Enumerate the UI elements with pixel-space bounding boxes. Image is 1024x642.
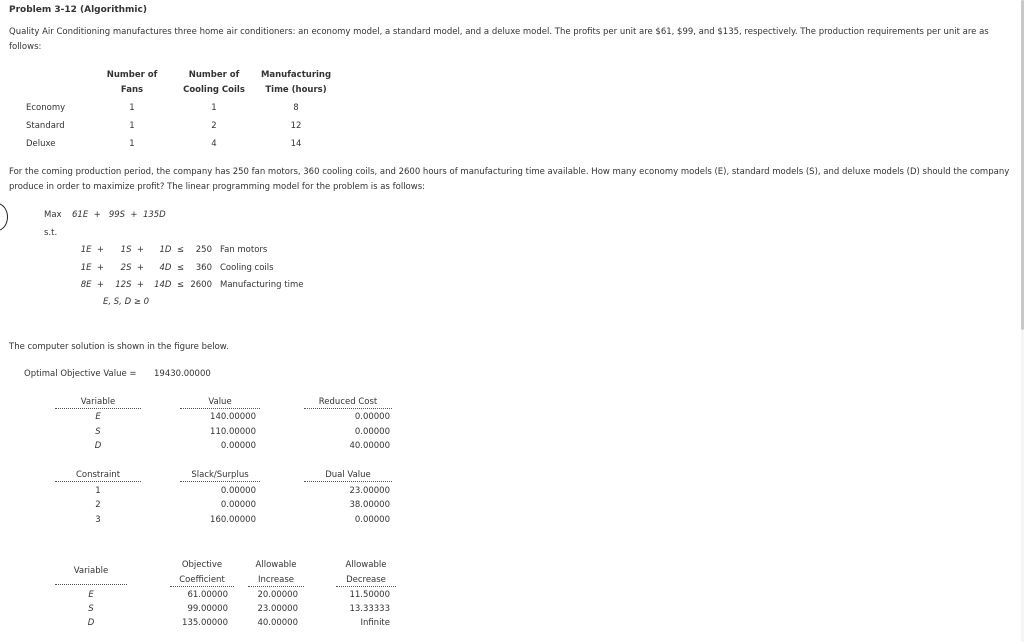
constraint-header: Constraint xyxy=(55,470,141,482)
allow-dec-header: Allowable Decrease xyxy=(336,560,396,587)
constraint-term: 4D ≤ xyxy=(159,263,184,273)
left-bracket-mark xyxy=(0,203,8,231)
table-cell: E xyxy=(88,590,94,600)
intro-text-cont: follows: xyxy=(9,42,42,52)
row-label-economy: Economy xyxy=(26,103,66,113)
table-cell: 20.00000 xyxy=(257,590,298,600)
nonnegativity: E, S, D ≥ 0 xyxy=(103,297,150,307)
constraint-rhs: 2600 xyxy=(190,280,212,290)
table-cell: 1 xyxy=(211,103,217,113)
problem-text-cont: produce in order to maximize profit? The linear programming model for the problem is as follows: xyxy=(9,182,426,192)
table-cell: D xyxy=(87,618,95,628)
table-cell: 0.00000 xyxy=(220,486,256,496)
table-cell: 14 xyxy=(290,139,302,149)
slack-header: Slack/Surplus xyxy=(180,470,260,482)
table-cell: 2 xyxy=(95,500,101,510)
constraint-rhs: 360 xyxy=(195,263,212,273)
value-header: Value xyxy=(180,397,260,409)
table-cell: 99.00000 xyxy=(187,604,228,614)
table-cell: 2 xyxy=(211,121,217,131)
allow-inc-header: Allowable Increase xyxy=(248,560,304,587)
solution-intro: The computer solution is shown in the figure below. xyxy=(9,342,229,352)
constraint-term: 1D ≤ xyxy=(159,245,184,255)
obj-coef-header: Objective Coefficient xyxy=(170,560,234,587)
row-label-standard: Standard xyxy=(26,121,65,131)
col-header-time: Manufacturing Time (hours) xyxy=(260,70,332,95)
optimal-value: 19430.00000 xyxy=(154,369,211,379)
constraint-term: 1E + xyxy=(80,263,104,273)
table-cell: 1 xyxy=(129,103,135,113)
st-label: s.t. xyxy=(44,228,58,238)
constraint-rhs: 250 xyxy=(195,245,212,255)
table-cell: 0.00000 xyxy=(220,500,256,510)
table-cell: 0.00000 xyxy=(354,427,390,437)
table-cell: 8 xyxy=(293,103,299,113)
table-cell: S xyxy=(95,427,101,437)
table-cell: 40.00000 xyxy=(349,441,390,451)
table-cell: 0.00000 xyxy=(354,515,390,525)
optimal-label: Optimal Objective Value = xyxy=(24,369,137,379)
table-cell: 110.00000 xyxy=(210,427,256,437)
constraint-term: 12S + xyxy=(115,280,144,290)
constraint-term: 1E + xyxy=(80,245,104,255)
table-cell: 40.00000 xyxy=(257,618,298,628)
table-cell: S xyxy=(88,604,94,614)
var-header: Variable xyxy=(55,397,141,409)
constraint-term: 1S + xyxy=(120,245,144,255)
constraint-desc: Manufacturing time xyxy=(220,280,304,290)
table-cell: 61.00000 xyxy=(187,590,228,600)
table-cell: 1 xyxy=(129,121,135,131)
problem-text: For the coming production period, the company has 250 fan motors, 360 cooling coils, and 2600 hours of manufacturing time available. How many economy models (E), standard models (S), and deluxe models (D) should the company xyxy=(9,167,1010,177)
table-cell: 0.00000 xyxy=(220,441,256,451)
problem-title: Problem 3-12 (Algorithmic) xyxy=(9,5,147,15)
table-cell: E xyxy=(95,412,101,422)
table-cell: Infinite xyxy=(360,618,390,628)
dual-value-header: Dual Value xyxy=(304,470,392,482)
table-cell: 1 xyxy=(129,139,135,149)
row-label-deluxe: Deluxe xyxy=(26,139,56,149)
table-cell: 38.00000 xyxy=(349,500,390,510)
constraint-term: 8E + xyxy=(80,280,104,290)
table-cell: 3 xyxy=(95,515,101,525)
max-label: Max xyxy=(44,210,62,220)
table-cell: 160.00000 xyxy=(210,515,256,525)
constraint-term: 14D ≤ xyxy=(154,280,184,290)
table-cell: 23.00000 xyxy=(349,486,390,496)
table-cell: 1 xyxy=(95,486,101,496)
range-var-header: Variable xyxy=(73,566,109,576)
col-header-coils: Number of Cooling Coils xyxy=(183,70,245,95)
constraint-desc: Fan motors xyxy=(220,245,268,255)
col-header-fans: Number of Fans xyxy=(106,70,158,95)
table-cell: 135.00000 xyxy=(182,618,228,628)
reduced-cost-header: Reduced Cost xyxy=(304,397,392,409)
objective-function: 61E + 99S + 135D xyxy=(72,210,166,220)
constraint-term: 2S + xyxy=(120,263,144,273)
divider xyxy=(55,584,127,585)
constraint-desc: Cooling coils xyxy=(220,263,274,273)
table-cell: 4 xyxy=(211,139,217,149)
table-cell: 0.00000 xyxy=(354,412,390,422)
table-cell: 11.50000 xyxy=(349,590,390,600)
table-cell: 12 xyxy=(290,121,302,131)
table-cell: 140.00000 xyxy=(210,412,256,422)
table-cell: 23.00000 xyxy=(257,604,298,614)
table-cell: 13.33333 xyxy=(349,604,390,614)
table-cell: D xyxy=(94,441,102,451)
intro-text: Quality Air Conditioning manufactures three home air conditioners: an economy model, a standard model, and a deluxe model. The profits per unit are $61, $99, and $135, respectively. The production requirements per unit are as xyxy=(9,27,989,37)
